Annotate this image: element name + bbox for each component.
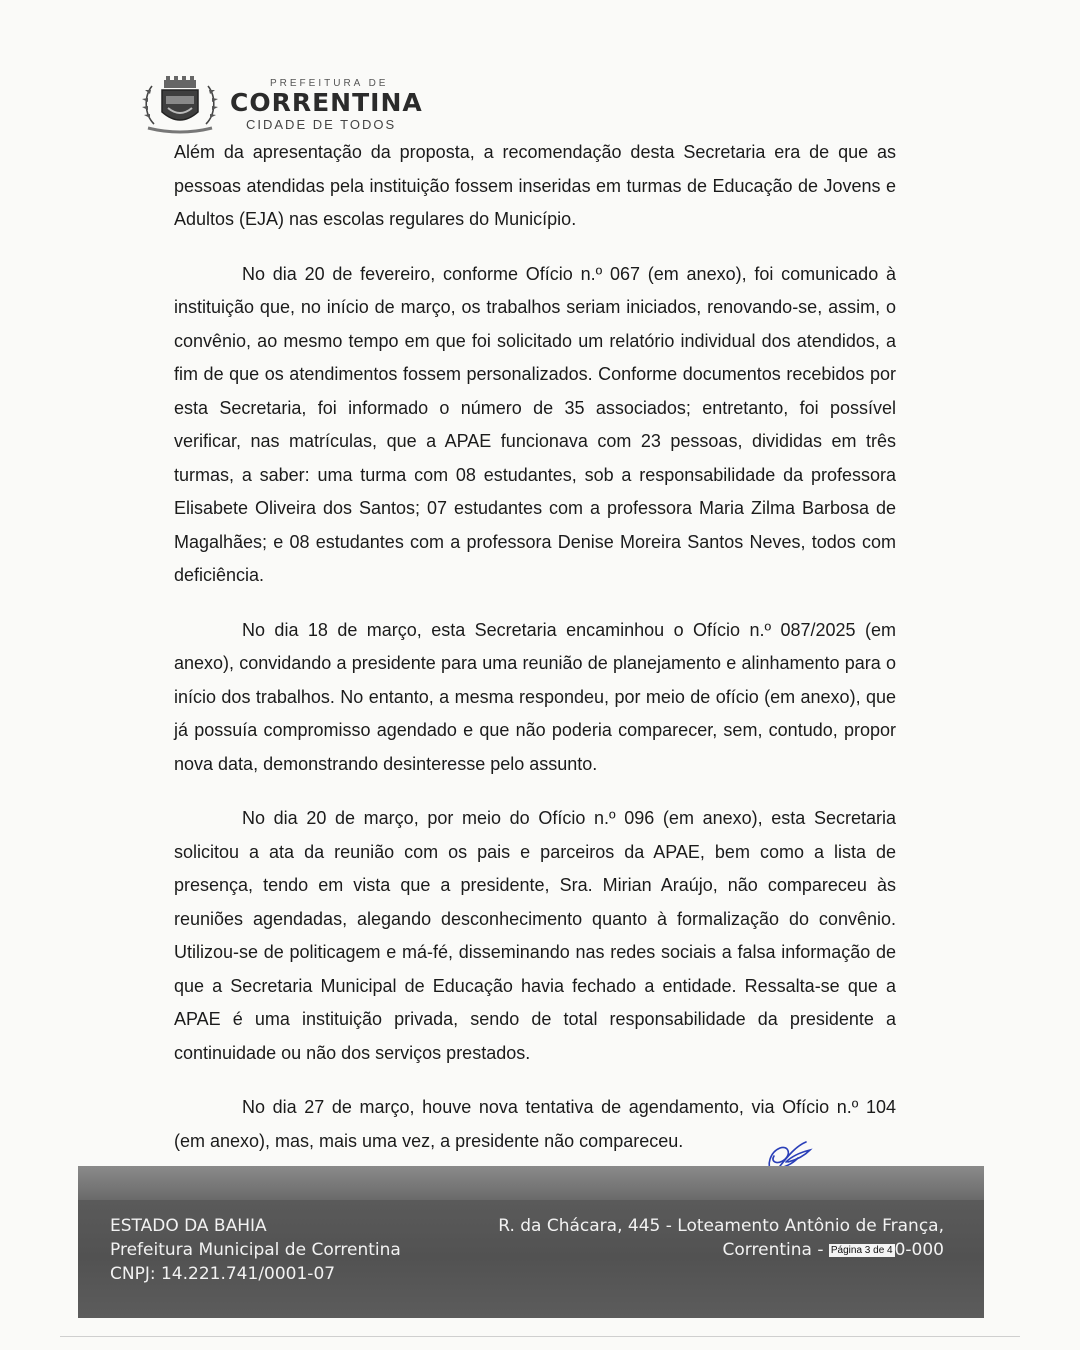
paragraph-3: No dia 18 de março, esta Secretaria encaminhou o Ofício n.º 087/2025 (em anexo), convidando a presidente para uma reunião de planejamento e alinhamento para o início dos trabalhos. No entanto, a mesma respondeu, por meio de ofício (em anexo), que já possuía compromisso agendado e que não poderia comparecer, sem, contudo, propor nova data, demonstrando desinteresse pelo assunto. (174, 619, 896, 774)
paragraph-2: No dia 20 de fevereiro, conforme Ofício n.º 067 (em anexo), foi comunicado à instituição que, no início de março, os trabalhos seriam iniciados, renovando-se, assim, o convênio, ao mesmo tempo em que foi solicitado um relatório individual dos atendidos, a fim de que os atendimentos fossem personalizados. Conforme documentos recebidos por esta Secretaria, foi informado o número de 35 associados; entretanto, foi possível verificar, nas matrículas, que a APAE funcionava com 23 pessoas, divididas em três turmas, a saber: uma turma com 08 estudantes, sob a responsabilidade da professora Elisabete Oliveira dos Santos; 07 estudantes com a professora Maria Zilma Barbosa de Magalhães; e 08 estudantes com a professora Denise Moreira Santos Neves, todos com deficiência. (174, 263, 896, 585)
page-bottom-rule (60, 1336, 1020, 1337)
city-name: CORRENTINA (230, 88, 423, 117)
footer-entity-info (110, 1214, 401, 1286)
letterhead (140, 74, 440, 136)
footer-address-line-2 (498, 1238, 944, 1262)
footer-cnpj: CNPJ: 14.221.741/0001-07 (110, 1264, 336, 1284)
footer-banner (78, 1166, 984, 1318)
city-tagline: CIDADE DE TODOS (246, 117, 397, 132)
footer-prefeitura: Prefeitura Municipal de Correntina (110, 1240, 401, 1260)
letterhead-text (230, 78, 423, 132)
page-number-badge: Página 3 de 4 (830, 1245, 893, 1256)
footer-city: Correntina - (722, 1240, 829, 1260)
footer-address-line-1: R. da Chácara, 445 - Loteamento Antônio de França, (498, 1216, 944, 1236)
footer-address (498, 1214, 944, 1262)
paragraph-1: Além da apresentação da proposta, a recomendação desta Secretaria era de que as pessoas atendidas pela instituição fossem inseridas em turmas de Educação de Jovens e Adultos (EJA) nas escolas regulares do Município. (174, 142, 896, 229)
paragraph-4: No dia 20 de março, por meio do Ofício n.º 096 (em anexo), esta Secretaria solicitou a ata da reunião com os pais e parceiros da APAE, bem como a lista de presença, tendo em vista que a presidente, Sra. Mirian Araújo, não compareceu às reuniões agendadas, alegando desconhecimento quanto à formalização do convênio. Utilizou-se de politicagem e má-fé, disseminando nas redes sociais a falsa informação de que a Secretaria Municipal de Educação havia fechado a entidade. Ressalta-se que a APAE é uma instituição privada, sendo de total responsabilidade da presidente a continuidade ou não dos serviços prestados. (174, 808, 896, 1063)
footer-cep-end: 0-000 (894, 1240, 944, 1260)
letter-body (174, 136, 896, 1158)
prefeitura-label: PREFEITURA DE (270, 78, 389, 89)
paragraph-5: No dia 27 de março, houve nova tentativa de agendamento, via Ofício n.º 104 (em anexo), mas, mais uma vez, a presidente não compareceu. (174, 1097, 896, 1151)
municipal-crest-icon (140, 74, 220, 136)
footer-state: ESTADO DA BAHIA (110, 1216, 267, 1236)
